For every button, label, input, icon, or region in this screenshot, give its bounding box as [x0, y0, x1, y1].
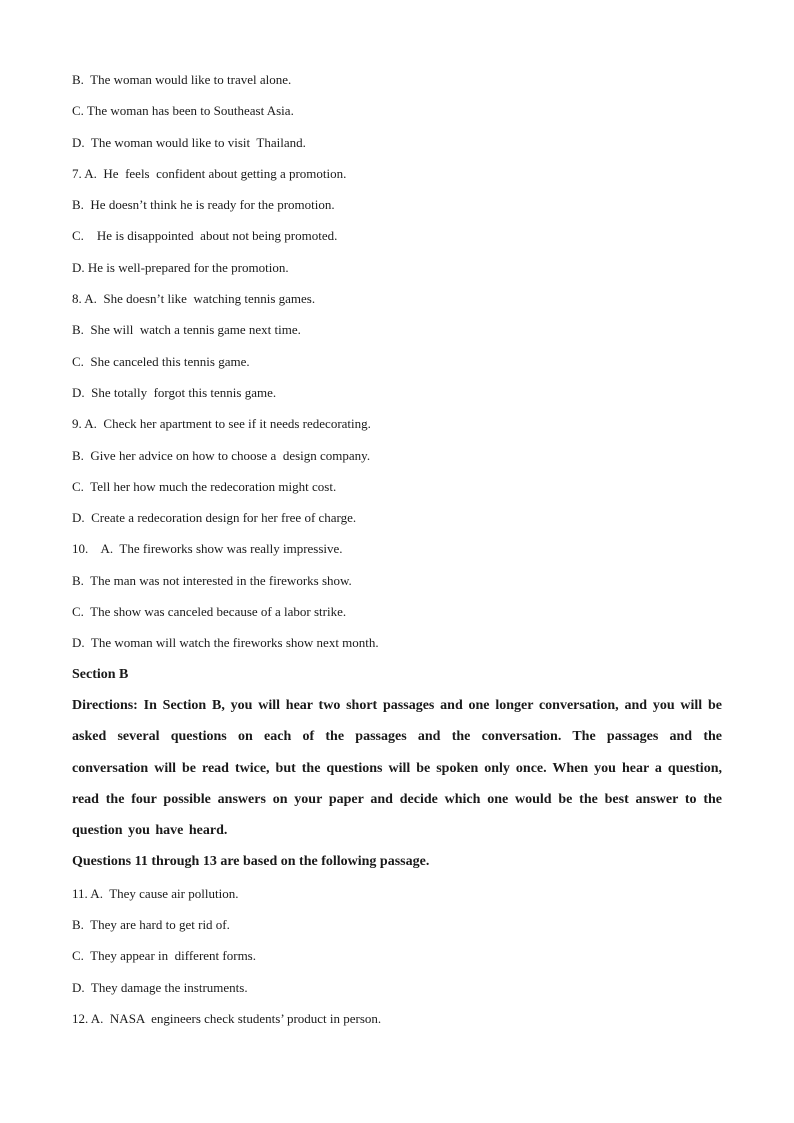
option-7b: B. He doesn’t think he is ready for the promotion.: [72, 197, 335, 213]
questions-intro: Questions 11 through 13 are based on the following passage.: [72, 854, 430, 870]
option-10c: C. The show was canceled because of a labor strike.: [72, 604, 347, 620]
option-8c: C. She canceled this tennis game.: [72, 353, 250, 369]
section-b-directions: Directions: In Section B, you will hear two short passages and one longer conversation, and you will be asked several questions on each of the passages and the conversation. The passages and the conversation will be read twice, but the questions will be spoken only once. When you hear a question, read the four possible answers on your paper and decide which one would be the best answer to the question you have heard.: [72, 697, 722, 839]
option-9b: B. Give her advice on how to choose a design company.: [72, 447, 371, 463]
question-8-option-a: 8. A. She doesn’t like watching tennis games.: [72, 291, 316, 307]
question-7-option-a: 7. A. He feels confident about getting a promotion.: [72, 165, 347, 181]
question-10-option-a: 10. A. The fireworks show was really impressive.: [72, 541, 343, 557]
option-11c: C. They appear in different forms.: [72, 948, 256, 964]
option-8b: B. She will watch a tennis game next time.: [72, 322, 301, 338]
option-8d: D. She totally forgot this tennis game.: [72, 384, 277, 400]
option-11d: D. They damage the instruments.: [72, 979, 248, 995]
question-9-option-a: 9. A. Check her apartment to see if it needs redecorating.: [72, 416, 371, 432]
option-11b: B. They are hard to get rid of.: [72, 917, 230, 933]
document-page: [72, 64, 722, 1034]
option-9c: C. Tell her how much the redecoration might cost.: [72, 478, 337, 494]
option-10b: B. The man was not interested in the fireworks show.: [72, 572, 352, 588]
option-7c: C. He is disappointed about not being promoted.: [72, 228, 338, 244]
question-11-option-a: 11. A. They cause air pollution.: [72, 885, 239, 901]
section-b-title: Section B: [72, 666, 129, 682]
option-9d: D. Create a redecoration design for her free of charge.: [72, 510, 357, 526]
option-10d: D. The woman will watch the fireworks show next month.: [72, 635, 379, 651]
question-12-option-a: 12. A. NASA engineers check students’ product in person.: [72, 1010, 382, 1026]
option-7d: D. He is well-prepared for the promotion.: [72, 259, 289, 275]
option-6d: D. The woman would like to visit Thailand.: [72, 134, 306, 150]
option-6c: C. The woman has been to Southeast Asia.: [72, 103, 294, 119]
option-6b: B. The woman would like to travel alone.: [72, 72, 292, 87]
